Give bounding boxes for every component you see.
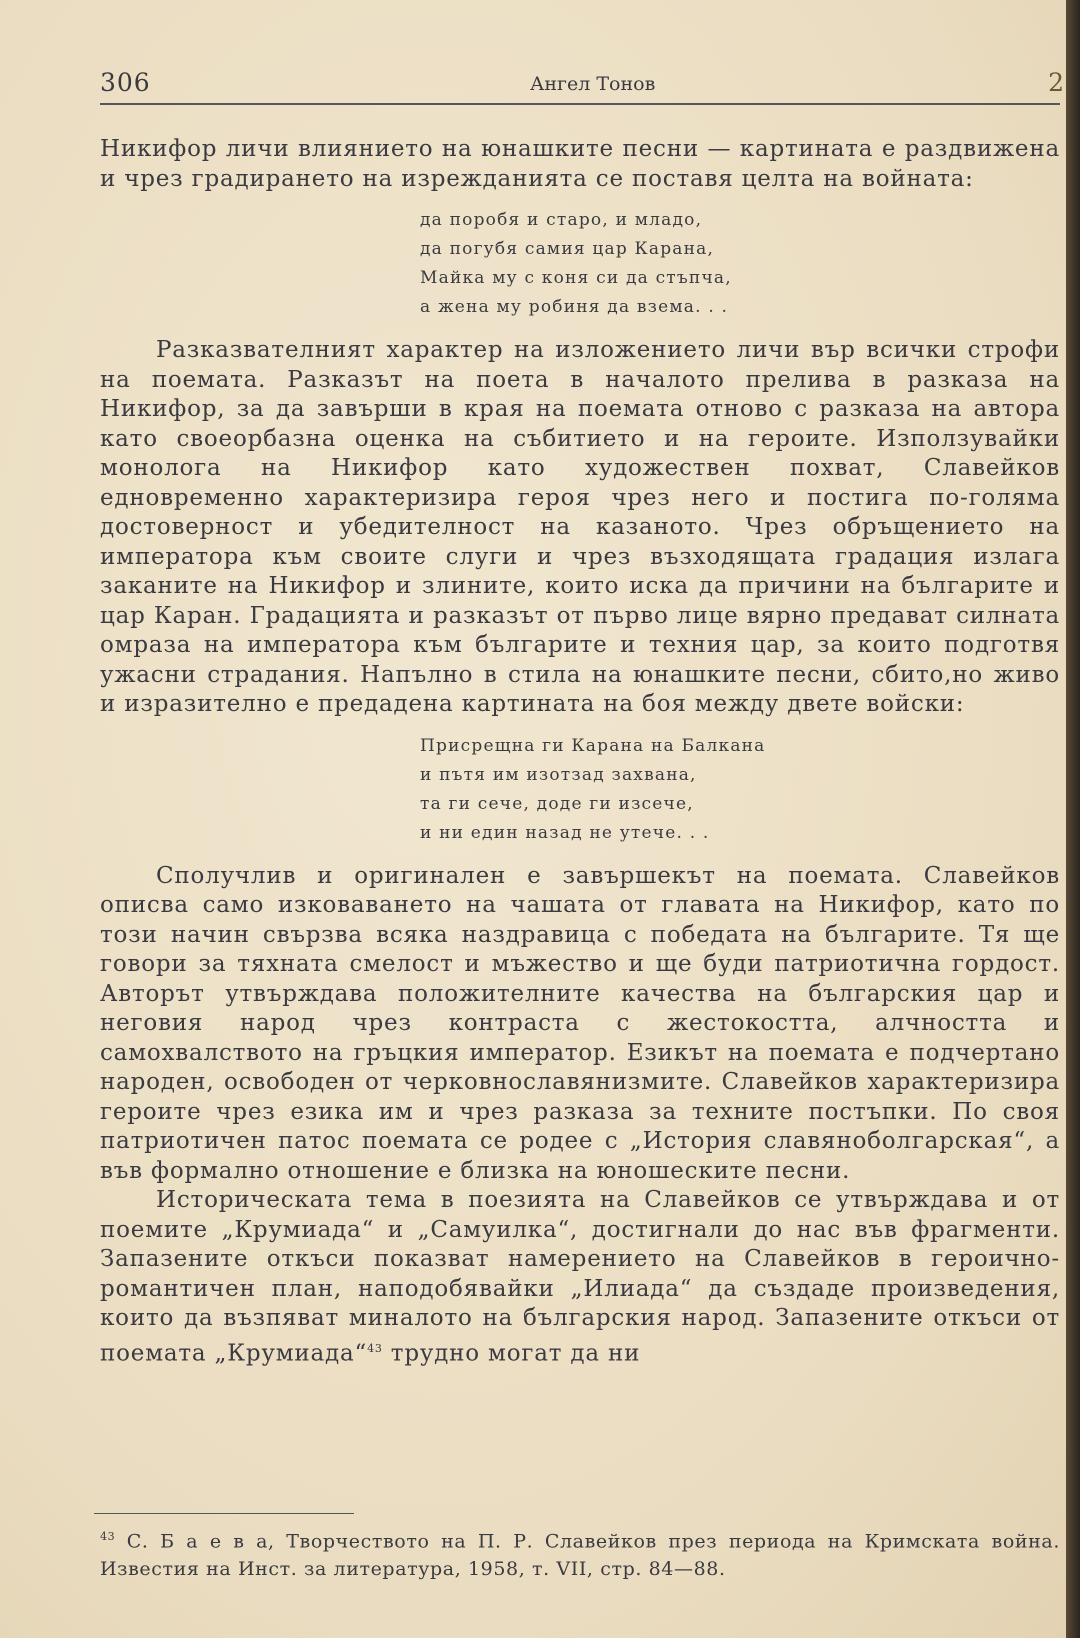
paragraph-1: Никифор личи влиянието на юнашките песни — картината е раздвижена и чрез градирането на изрежданията се поставя целта на войната: [100,136,1060,192]
verse-line: и пътя им изотзад захвана, [420,764,697,785]
facing-page-number-fragment: 2 [1048,68,1064,97]
page-number: 306 [100,68,151,97]
verse-line: Присрещна ги Карана на Балкана [420,735,766,756]
paragraph-4-end: трудно могат да ни [382,1340,641,1367]
verse-quote-2 [420,732,1060,848]
page-header [100,68,1064,108]
paragraph-4 [100,1186,1060,1369]
paragraph-2: Разказвателният характер на изложението личи вър всички строфи на поемата. Разказът на поета в началото прелива в разказа на Никифор, за да завърши в края на поемата отново с разказа на автора като своеорбазна оценка на събитието и на героите. Използувайки монолога на Никифор като художествен похват, Славейков едновременно характеризира героя чрез него и постига по-голяма достоверност и убедителност на казаното. Чрез обръщението на императора към своите слуги и чрез възходящата градация излага заканите на Никифор и злините, които иска да причини на българите и цар Каран. Градацията и разказът от първо лице вярно предават силната омраза на императора към българите и техния цар, за които подготвя ужасни страдания. Напълно в стила на юнашките песни, сбито,но живо и изразително е предадена картината на боя между двете войски: [100,337,1060,717]
verse-quote-1 [420,206,1060,322]
verse-line: та ги сече, доде ги изсече, [420,793,694,814]
paragraph-4-text: Историческата тема в поезията на Славейков се утвърждава и от поемите „Крумиада“ и „Самуилка“, достигнали до нас във фрагменти. Запазените откъси показват намерението на Славейков в героично-романтичен план, наподобявайки „Илиада“ да създаде произведения, които да възпяват миналото на българския народ. Запазените откъси от поемата „Крумиада“ [100,1187,1060,1367]
running-head: Ангел Тонов [530,73,656,95]
page-edge-shadow [1066,0,1080,1638]
body-text [100,135,1060,1369]
paragraph-3: Сполучлив и оригинален е завършекът на поемата. Славейков описва само изковаването на чашата от главата на Никифор, като по този начин свързва всяка наздравица с победата на българите. Тя ще говори за тяхната смелост и мъжество и ще буди патриотична гордост. Авторът утвърждава положителните качества на българския цар и неговия народ чрез контраста с жестокостта, алчността и самохвалството на гръцкия император. Езикът на поемата е подчертано народен, освободен от черковнославянизмите. Славейков характеризира героите чрез езика им и чрез разказа за техните постъпки. По своя патриотичен патос поемата се родее с „История славянoболгарская“, а във формално отношение е близка на юношеските песни. [100,862,1060,1184]
verse-line: да поробя и старо, и младо, [420,210,703,230]
header-rule [100,103,1060,105]
footnote-text: С. Б а е в а, Творчеството на П. Р. Славейков през периода на Кримската война. Известия на Инст. за литература, 1958, т. VII, стр. 84—88. [100,1530,1060,1581]
verse-line: и ни един назад не утече. . . [420,822,710,843]
verse-line: Майка му с коня си да стъпча, [420,268,732,288]
footnote-rule [94,1513,354,1514]
footnote-reference[interactable]: 43 [367,1341,383,1355]
verse-line: а жена му робиня да взема. . . [420,297,729,317]
footnote-number: 43 [100,1530,116,1543]
verse-line: да погубя самия цар Карана, [420,239,715,259]
footnote [100,1523,1060,1583]
